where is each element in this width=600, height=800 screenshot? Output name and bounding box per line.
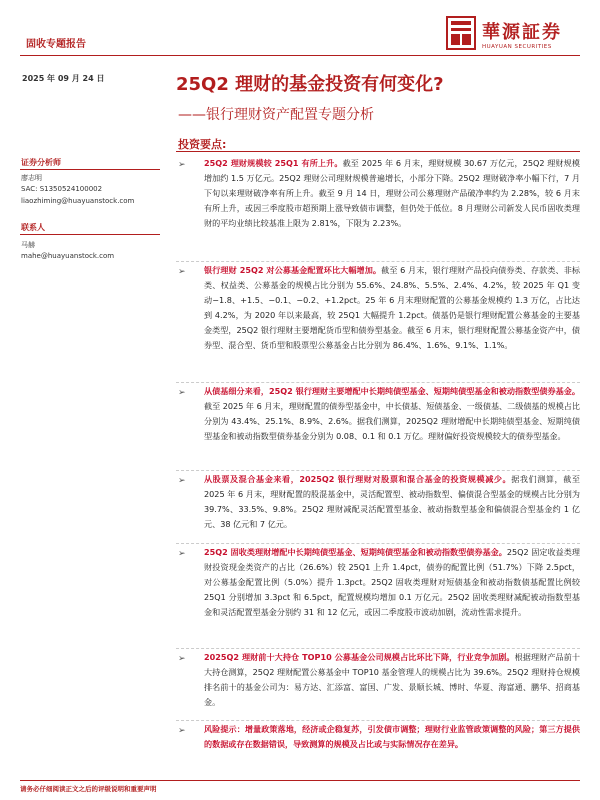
analyst-name: 廖志明	[21, 174, 42, 182]
contact-heading: 联系人	[21, 223, 45, 232]
section-heading: 投资要点:	[178, 138, 227, 151]
point-body: 根据理财产品前十大持仓测算，25Q2 理财配置公募基金中 TOP10 基金管理人的规模占比为 39.6%。25Q2 理财持仓规模排名前十的基金公司为：易方达、汇添富、富国、广发、景顺长城、博时、华夏、海富通、鹏华、招商基金。	[204, 652, 580, 707]
analyst-heading: 证券分析师	[21, 158, 61, 167]
analyst-sac: SAC: S1350524100002	[21, 185, 103, 193]
point-body: 截至 2025 年 6 月末，理财规模 30.67 万亿元，25Q2 理财规模增加约 1.5 万亿元。25Q2 理财公司理财规模普遍增长，小部分下降。25Q2 理财破净率小幅下行，7 月下旬以来理财破净率有所上升。截至 9 月 14 日，理财公司公募理财产品破净率约为 2.28%，较 6 月末有所上升，或因三季度股市超预期上涨导致债市调整，但仍处于低位。8 月理财公司新发人民币固收类理财的平均业绩比较基准上限为 2.81%，下限为 2.23%。	[204, 158, 580, 228]
footer-rule	[20, 780, 580, 781]
point-separator	[176, 470, 580, 471]
point-paragraph	[204, 156, 580, 231]
footer-disclaimer: 请务必仔细阅读正文之后的评级说明和重要声明	[20, 785, 157, 793]
bullet-icon: ➢	[178, 388, 186, 398]
point-separator	[176, 648, 580, 649]
point-body: 截至 6 月末，银行理财产品投向债券类、存款类、非标类、权益类、公募基金的规模占比分别为 55.6%、24.8%、5.5%、2.4%、4.2%，较 2025 年 Q1 变动−1.8、+1.5、−0.1、−0.2、+1.2pct。25 年 6 月末理财配置的公募基金规模约 1.3 万亿，占比达到 4.2%，为 2020 年以来最高，较 25Q1 大幅提升 1.2pct。债基仍是银行理财配置公募基金的主要基金类型，25Q2 银行理财主要增配货币型和债券型基金。截至 6 月末，银行理财配置公募基金资产中，债券型、混合型、货币型和股票型公募基金占比分别为 86.4%、1.6%、9.1%、1.1%。	[204, 265, 580, 350]
point-body: 据我们测算，截至 2025 年 6 月末，理财配置的股混基金中，灵活配置型、被动指数型、偏债混合型基金的规模占比分别为 39.7%、33.5%、9.8%。25Q2 理财减配灵活配置型基金、被动指数型基金和偏债混合型基金约 1 亿元、38 亿元和 7 亿元。	[204, 474, 580, 529]
point-lead: 2025Q2 理财前十大持仓 TOP10 公募基金公司规模占比环比下降，行业竞争加剧。	[204, 652, 515, 662]
point-separator	[176, 261, 580, 262]
point-lead: 从股票及混合基金来看，2025Q2 银行理财对股票和混合基金的投资规模减少。	[204, 474, 512, 484]
point-body: 截至 2025 年 6 月末，理财配置的债券型基金中，中长债基、短债基金、一级债基、二级债基的规模占比分别为 43.4%、25.1%、8.9%、2.6%。据我们测算，2025Q2 理财增配中长期纯债型基金、短期纯债型基金和被动指数型债券基金分别为 0.08、0.1 和 0.1 万亿。理财偏好投资规模较大的债券型基金。	[204, 401, 580, 441]
bullet-icon: ➢	[178, 549, 186, 559]
contact-rule	[20, 234, 160, 235]
report-date: 2025 年 09 月 24 日	[22, 74, 105, 83]
point-separator	[176, 382, 580, 383]
bullet-icon: ➢	[178, 160, 186, 170]
analyst-email[interactable]: liaozhiming@huayuanstock.com	[21, 197, 135, 205]
contact-email[interactable]: mahe@huayuanstock.com	[21, 252, 115, 260]
point-lead: 从债基细分来看，25Q2 银行理财主要增配中长期纯债型基金、短期纯债型基金和被动指数型债券基金。	[204, 386, 580, 396]
point-lead: 25Q2 固收类理财增配中长期纯债型基金、短期纯债型基金和被动指数型债券基金。	[204, 547, 507, 557]
analyst-rule	[20, 169, 160, 170]
point-paragraph	[204, 545, 580, 620]
brand-name-en: HUAYUAN SECURITIES	[482, 44, 552, 50]
point-paragraph	[204, 472, 580, 532]
section-rule	[176, 151, 580, 152]
point-paragraph	[204, 263, 580, 353]
point-separator	[176, 543, 580, 544]
point-separator	[176, 720, 580, 721]
bullet-icon: ➢	[178, 476, 186, 486]
point-paragraph	[204, 384, 580, 444]
contact-name: 马赫	[21, 241, 35, 249]
point-paragraph	[204, 650, 580, 710]
point-lead: 25Q2 理财规模较 25Q1 有所上升。	[204, 158, 343, 168]
risk-warning: 风险提示：增量政策落地，经济或企稳复苏，引发债市调整；理财行业监管政策调整的风险；第三方提供的数据或存在数据错误，导致测算的规模及占比或与实际情况存在差异。	[204, 724, 580, 749]
point-paragraph	[204, 722, 580, 752]
brand-logo	[446, 14, 576, 58]
report-title: 25Q2 理财的基金投资有何变化?	[176, 74, 444, 95]
header-rule	[20, 55, 580, 56]
point-lead: 银行理财 25Q2 对公募基金配置环比大幅增加。	[204, 265, 382, 275]
brand-name-cn: 華源証券	[482, 22, 562, 43]
report-type-label: 固收专题报告	[26, 39, 86, 50]
point-body: 25Q2 固定收益类理财投资现金类资产的占比（26.6%）较 25Q1 上升 1.4pct，债券的配置比例（51.7%）下降 2.5pct，对公募基金配置比例（5.0%）提升 1.3pct。25Q2 固收类理财对短债基金和被动指数债基配置比例较 25Q1 分别增加 3.3pct 和 6.5pct，配置规模均增加 0.1 万亿元。25Q2 固收类理财减配被动指数型基金和灵活配置型基金分别约 31 和 12 亿元，或因二季度股市波动加剧，流动性需求提升。	[204, 547, 580, 617]
report-subtitle: ——银行理财资产配置专题分析	[178, 107, 374, 123]
bullet-icon: ➢	[178, 267, 186, 277]
logo-mark-icon	[446, 16, 476, 50]
bullet-icon: ➢	[178, 726, 186, 736]
bullet-icon: ➢	[178, 654, 186, 664]
